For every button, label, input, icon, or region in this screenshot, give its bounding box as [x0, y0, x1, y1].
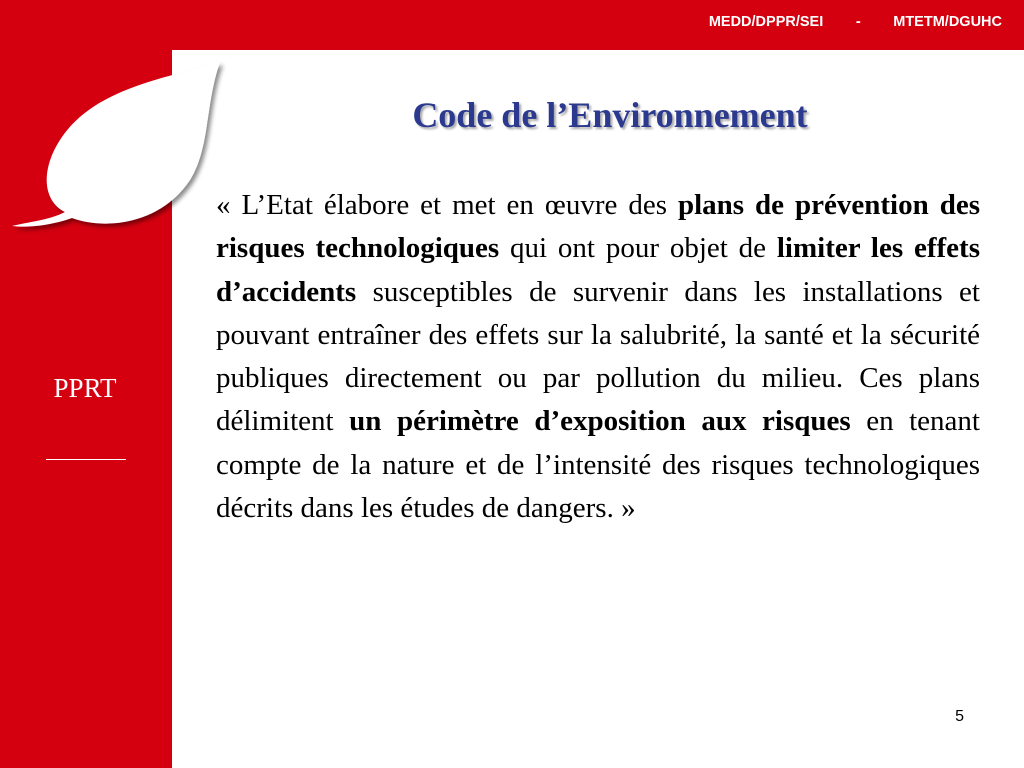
slide-title: Code de l’Environnement	[412, 95, 808, 135]
quote-segment: en tenant compte de la nature et de l’intensité des risques technologiques décrits dans les études de dangers. »	[216, 405, 980, 525]
quote-paragraph	[216, 184, 980, 530]
quote-segment-bold: un périmètre d’exposition aux risques	[349, 405, 851, 438]
page-number: 5	[955, 708, 964, 725]
quote-segment: susceptibles de survenir dans les installations et pouvant entraîner des effets sur la salubrité, la santé et la sécurité publiques directement ou par pollution du milieu. Ces plans délimitent	[216, 275, 980, 438]
header-right-org: MTETM/DGUHC	[893, 14, 1002, 30]
quote-segment: qui ont pour objet de	[499, 232, 777, 265]
header-left-org: MEDD/DPPR/SEI	[708, 14, 824, 30]
section-divider	[46, 459, 126, 460]
white-leaf-icon	[10, 60, 230, 240]
quote-segment: « L’Etat élabore et met en œuvre des	[216, 189, 678, 221]
quote-segment-bold: plans de prévention des risques technologiques	[216, 189, 980, 265]
header-organizations	[709, 14, 1002, 30]
section-label-pprt: PPRT	[53, 373, 117, 403]
quote-segment-bold: limiter les effets d’accidents	[216, 232, 980, 308]
header-separator: -	[855, 14, 861, 30]
